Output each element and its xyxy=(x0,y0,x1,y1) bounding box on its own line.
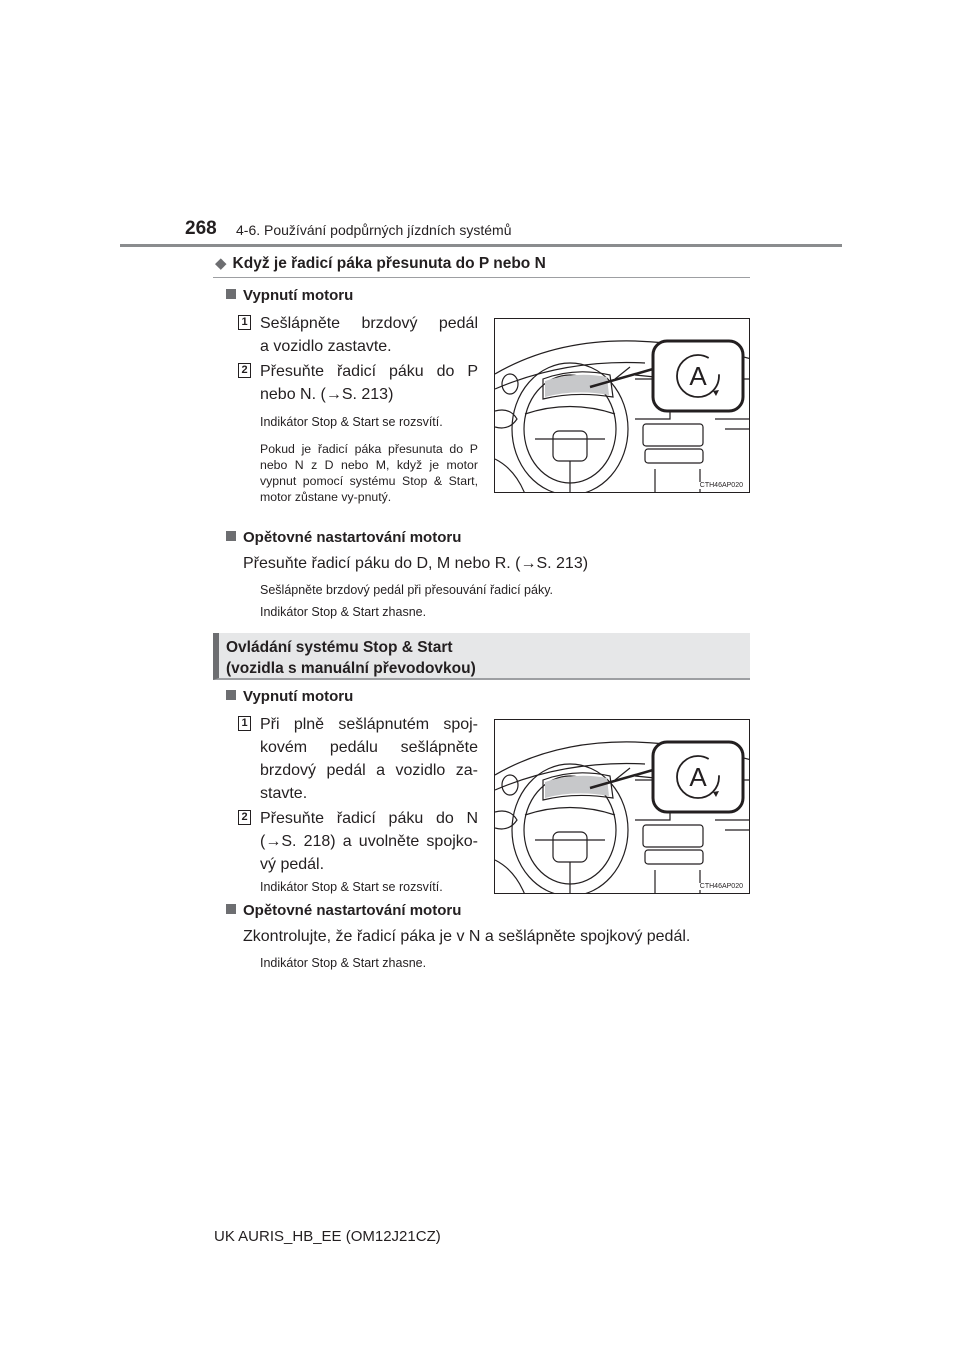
step-1-text xyxy=(260,713,478,805)
step-line: Přesuňte řadicí páku do P xyxy=(260,363,478,380)
step-line: (→S. 218) a uvolněte spojko- xyxy=(260,833,478,850)
dashboard-illustration xyxy=(495,720,750,894)
section-title-line: Ovládání systému Stop & Start xyxy=(226,639,453,656)
topic-title: Opětovné nastartování motoru xyxy=(243,902,462,919)
step-line: kovém pedálu sešlápněte xyxy=(260,739,478,756)
footer-model-code: UK AURIS_HB_EE (OM12J21CZ) xyxy=(214,1228,441,1245)
topic-stop-engine-mt xyxy=(226,688,353,705)
note-indicator-on: Indikátor Stop & Start se rozsvítí. xyxy=(260,415,443,429)
topic-stop-engine-at xyxy=(226,287,353,304)
restart-instruction: Zkontrolujte, že řadicí páka je v N a sešlápněte spojkový pedál. xyxy=(243,928,691,945)
subsection-divider xyxy=(213,277,750,278)
subsection-heading xyxy=(215,254,546,273)
note-indicator-off: Indikátor Stop & Start zhasne. xyxy=(260,605,427,619)
step-line: a vozidlo zastavte. xyxy=(260,338,392,355)
figure-code: CTH46AP020 xyxy=(699,883,743,890)
step-number-badge: 1 xyxy=(238,315,251,330)
step-line: nebo N. (→S. 213) xyxy=(260,386,394,403)
square-bullet-icon xyxy=(226,531,236,541)
step-1-text xyxy=(260,312,478,358)
square-bullet-icon xyxy=(226,690,236,700)
section-title-line: (vozidla s manuální převodovkou) xyxy=(226,660,476,677)
callout-label: A xyxy=(689,762,707,792)
step-number-badge: 2 xyxy=(238,810,251,825)
topic-title: Vypnutí motoru xyxy=(243,287,354,304)
step-2-text xyxy=(260,807,478,876)
figure-code: CTH46AP020 xyxy=(699,482,743,489)
header-divider xyxy=(120,244,842,247)
step-2-text xyxy=(260,360,478,406)
topic-title: Vypnutí motoru xyxy=(243,688,354,705)
note-press-brake: Sešlápněte brzdový pedál při přesouvání řadicí páky. xyxy=(260,583,553,597)
note-engine-stays-off: Pokud je řadicí páka přesunuta do P nebo N z D nebo M, když je motor vypnut pomocí systému Stop & Start, motor zůstane vy-pnutý. xyxy=(260,442,478,504)
step-line: vý pedál. xyxy=(260,856,325,873)
topic-title: Opětovné nastartování motoru xyxy=(243,529,462,546)
chapter-title: 4-6. Používání podpůrných jízdních systémů xyxy=(236,222,512,238)
callout-label: A xyxy=(689,361,707,391)
dashboard-illustration-figure xyxy=(494,318,750,493)
step-number-badge: 2 xyxy=(238,363,251,378)
step-line: brzdový pedál a vozidlo za- xyxy=(260,762,478,779)
step-line: stavte. xyxy=(260,785,308,802)
page-number: 268 xyxy=(185,218,217,239)
square-bullet-icon xyxy=(226,289,236,299)
step-line: Při plně sešlápnutém spoj- xyxy=(260,716,478,733)
note-indicator-on: Indikátor Stop & Start se rozsvítí. xyxy=(260,880,443,894)
dashboard-illustration-figure xyxy=(494,719,750,894)
subsection-heading-text: Když je řadicí páka přesunuta do P nebo N xyxy=(232,255,546,272)
note-indicator-off: Indikátor Stop & Start zhasne. xyxy=(260,956,427,970)
dashboard-illustration xyxy=(495,319,750,493)
step-line: Přesuňte řadicí páku do N xyxy=(260,810,478,827)
restart-instruction: Přesuňte řadicí páku do D, M nebo R. (→S. 213) xyxy=(243,555,589,572)
step-number-badge: 1 xyxy=(238,716,251,731)
topic-restart-engine-at xyxy=(226,529,461,546)
step-line: Sešlápněte brzdový pedál xyxy=(260,315,478,332)
square-bullet-icon xyxy=(226,904,236,914)
diamond-bullet-icon: ◆ xyxy=(215,255,227,272)
section-title xyxy=(226,637,476,679)
topic-restart-engine-mt xyxy=(226,902,461,919)
